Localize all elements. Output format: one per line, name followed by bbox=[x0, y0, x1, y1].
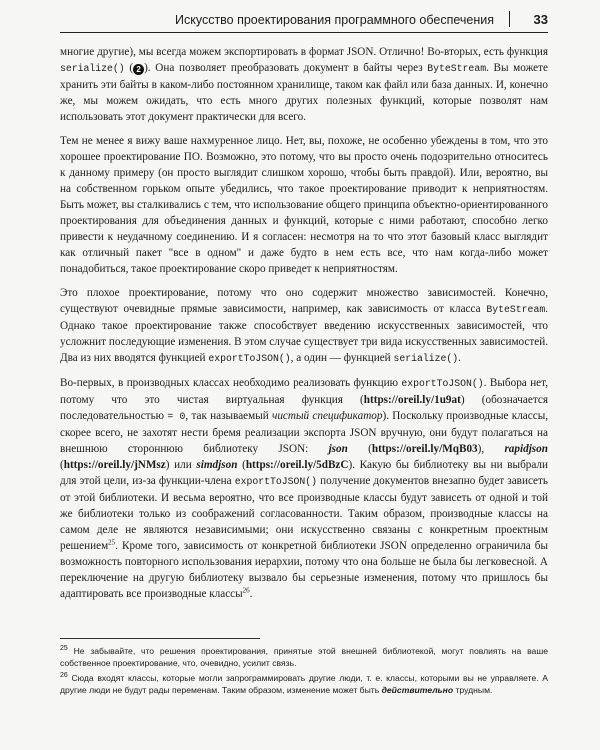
paragraph-3 bbox=[60, 285, 548, 367]
footnote-26 bbox=[60, 672, 548, 696]
footnote-25 bbox=[60, 645, 548, 669]
text-run: , так называемый bbox=[185, 410, 272, 422]
running-header bbox=[60, 10, 548, 33]
text-run: . Выбора нет, потому что это чистая виртуальная функция ( bbox=[60, 377, 548, 406]
code-export-to-json: exportToJSON() bbox=[208, 353, 291, 364]
paragraph-4 bbox=[60, 375, 548, 602]
library-rapidjson: rapidjson bbox=[504, 443, 548, 455]
link-json[interactable]: https://oreil.ly/MqB03 bbox=[371, 443, 478, 455]
code-serialize: serialize() bbox=[60, 63, 125, 74]
text-run: получение документов внезапно будет зависеть от этой библиотеки. И весьма вероятно, что все производные классы будут зависеть от одной и той же библиотеки только из соображений согласованности. Таким образом, производные классы на самом деле не являются независимыми; они искусственно связаны с конкретным проектным решением bbox=[60, 475, 549, 552]
code-export-to-json: exportToJSON() bbox=[401, 378, 484, 389]
header-separator bbox=[509, 11, 510, 27]
page-number: 33 bbox=[533, 12, 548, 27]
chapter-title: Искусство проектирования программного обеспечения bbox=[174, 13, 494, 27]
link-pure-virtual[interactable]: https://oreil.ly/1u9at bbox=[363, 394, 461, 406]
text-run: . Вы можете хранить эти байты в каком-либо постоянном хранилище, таком как файл или база данных. И, конечно же, мы можем ожидать, что есть много других полезных функций, которые позволят нам использовать этот документ практически для всего. bbox=[60, 62, 548, 123]
footnote-text: трудным. bbox=[453, 685, 493, 695]
footnote-ref-26[interactable]: 26 bbox=[242, 586, 250, 595]
link-rapidjson[interactable]: https://oreil.ly/jNMsz bbox=[63, 459, 166, 471]
footnote-emphasis: действительно bbox=[381, 685, 454, 695]
text-run: ) (обозначается последовательностью bbox=[60, 394, 548, 422]
text-run: ), bbox=[477, 443, 505, 455]
text-run: , а один — функцией bbox=[290, 352, 394, 364]
paragraph-2: Тем не менее я вижу ваше нахмуренное лицо. Нет, вы, похоже, не особенно убеждены в том, что это хорошее проектирование ПО. Возможно, это потому, что вы просто очень подозрительно относитесь к данному примеру (он просто выглядит слишком хорошо, чтобы быть правдой). Или, вероятно, вы на собственном горьком опыте убедились, что такое проектирование приводит к неприятностям. Быть может, вы сталкивались с тем, что использование общего принципа объектно-ориентированного проектирования для объединения данных и функций, которые с ними работают, способно легко привести к неудачному соединению. И я согласен: несмотря на то что этот базовый класс выглядит как отличный пакет "все в одном" и даже будто в нем есть все, что нам когда-либо может понадобиться, такое проектирование скоро приведет к неприятностям. bbox=[60, 135, 548, 275]
text-run: . Кроме того, зависимость от конкретной библиотеки JSON определенно ограничила бы возможность повторного использования иерархии, потому что она больше не была бы легковесной. А переключение на другую библиотеку вызвало бы серьезные изменения, потому что пришлось бы адаптировать все производные классы bbox=[60, 540, 548, 600]
text-run: ). Какую бы библиотеку вы ни выбрали для этой цели, из-за функции-члена bbox=[60, 459, 548, 487]
library-simdjson: simdjson bbox=[196, 459, 238, 471]
text-run: ) или bbox=[165, 459, 197, 471]
footnote-text: Сюда входят классы, которые могли запрограммировать другие люди, т. е. классы, которыми вы не управляете. А другие люди не будут рады переменам. Таким образом, изменение может быть bbox=[60, 673, 548, 695]
footnote-divider bbox=[60, 638, 260, 639]
library-json: json bbox=[328, 443, 348, 455]
text-run: . bbox=[249, 588, 253, 600]
text-run: ( bbox=[347, 443, 372, 455]
footnote-number: 25 bbox=[60, 645, 68, 653]
code-callout-badge: 2 bbox=[133, 64, 144, 75]
text-run: ( bbox=[237, 459, 246, 471]
paragraph-1: многие другие), мы всегда можем экспортировать в формат JSON. Отлично! Во-вторых, есть функция serialize() ( 2 ). Она позволяет преобразовать документ в байты через ByteStream. Вы можете хранить эти байты в каком-либо постоянном хранилище, таком как файл или база данных. И, конечно же, мы можем ожидать, что есть много других полезных функций, которые позволят нам использовать этот документ практически для всего. bbox=[60, 46, 548, 123]
term-pure-specifier: чистый спецификатор bbox=[271, 410, 383, 422]
text-run: Во-первых, в производных классах необходимо реализовать функцию bbox=[60, 377, 402, 389]
code-pure-specifier: = 0 bbox=[167, 411, 186, 422]
text-run: Это плохое проектирование, потому что оно содержит множество зависимостей. Конечно, существуют очевидные прямые зависимости, например, как зависимость от класса bbox=[60, 287, 548, 315]
code-export-to-json: exportToJSON() bbox=[234, 476, 318, 487]
text-run: . Однако такое проектирование также способствует введению искусственных зависимостей, что усложнит последующие изменения. В этом случае существует три вида искусственных зависимостей. Два из них вводятся функцией bbox=[60, 303, 548, 364]
text-run: ( bbox=[60, 459, 64, 471]
code-serialize: serialize() bbox=[393, 353, 459, 364]
text-run: . Она позволяет преобразовать документ в байты через bbox=[147, 62, 428, 74]
footnote-text: Не забывайте, что решения проектирования, принятые этой внешней библиотекой, могут повлиять на ваше собственное проектирование, что, очевидно, усилит связь. bbox=[60, 646, 548, 668]
code-bytestream: ByteStream bbox=[427, 63, 487, 74]
text-run: ). Поскольку производные классы, скорее всего, не захотят нести бремя реализации экспорта JSON вручную, они будут полагаться на внешнюю стороннюю библиотеку JSON: bbox=[60, 410, 549, 455]
link-simdjson[interactable]: https://oreil.ly/5dBzC bbox=[245, 459, 349, 471]
footnotes bbox=[60, 645, 548, 699]
code-bytestream: ByteStream bbox=[486, 304, 546, 315]
footnote-ref-25[interactable]: 25 bbox=[108, 538, 116, 547]
text-run: многие другие), мы всегда можем экспортировать в формат JSON. Отлично! Во-вторых, есть функция bbox=[60, 46, 548, 58]
footnote-number: 26 bbox=[60, 672, 68, 680]
text-run: . bbox=[458, 352, 461, 364]
main-text bbox=[60, 44, 548, 610]
